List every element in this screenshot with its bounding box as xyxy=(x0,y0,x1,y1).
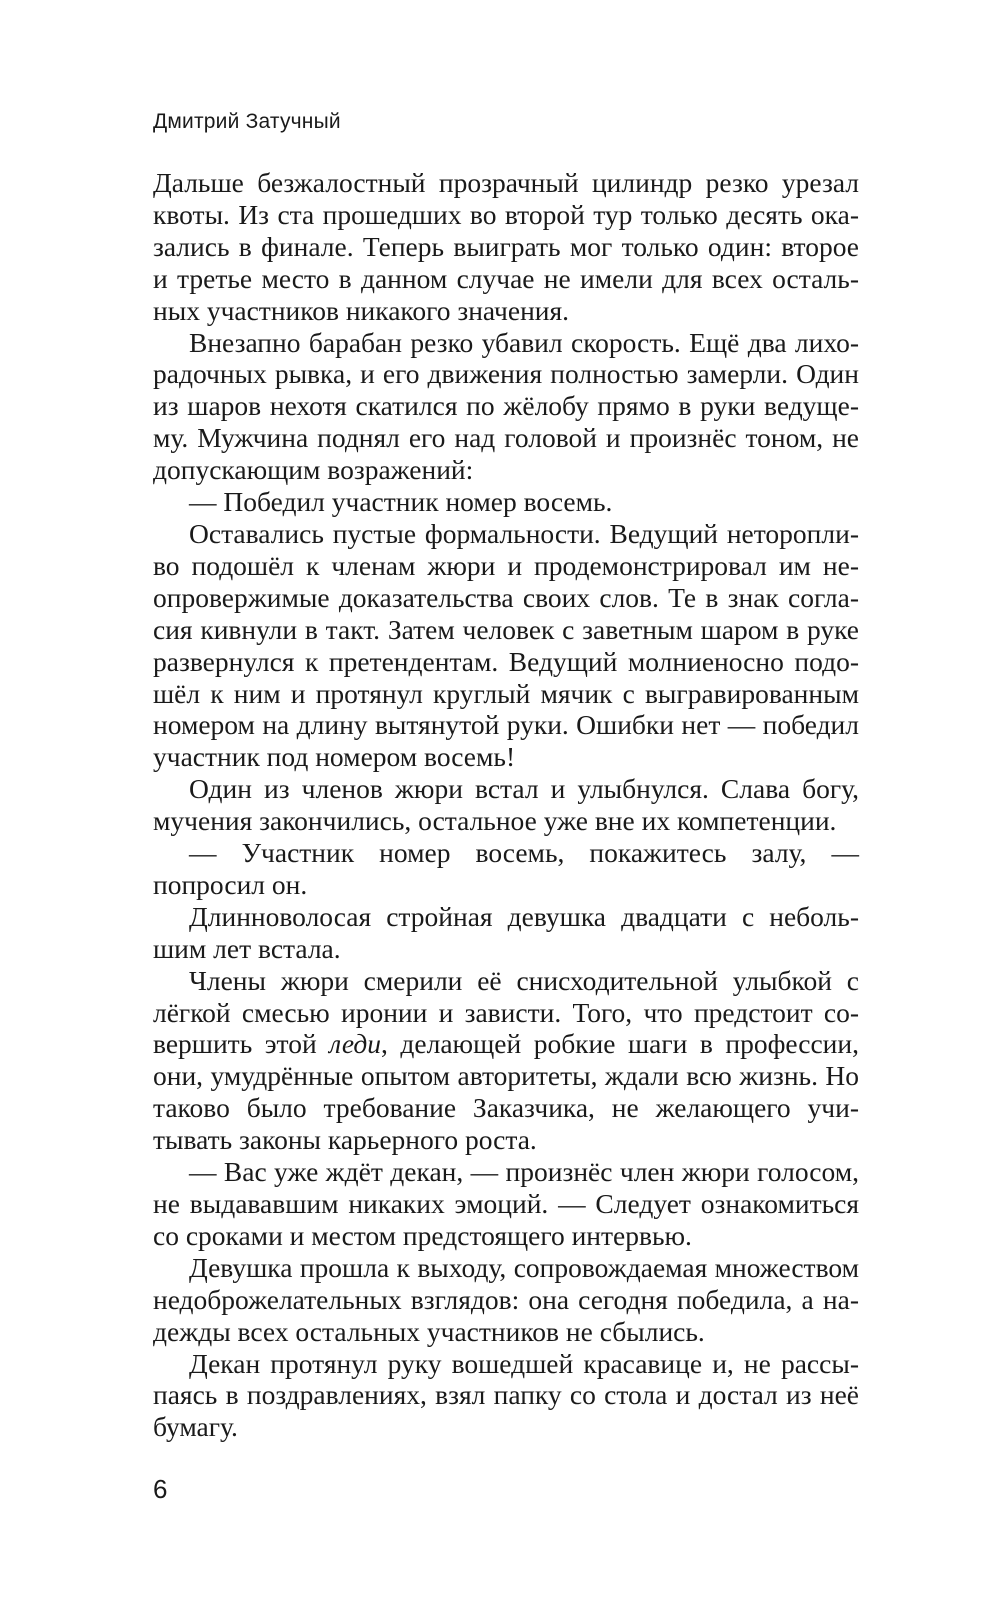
paragraph-text: , делающей робкие шаги в профессии, они, умудрённые опытом авторитеты, ждали всю жизнь. Но таково было требование Заказчика, не желающего учитывать законы карьерного роста. xyxy=(153,1028,859,1156)
page-number: 6 xyxy=(153,1474,168,1504)
paragraph-text: Члены жюри смерили её снисходительной улыбкой с лёгкой смесью иронии и зависти. Того, что предстоит совершить этой xyxy=(153,964,859,1060)
paragraph: Декан протянул руку вошедшей красавице и, не рассыпаясь в поздравлениях, взял папку со стола и достал из неё бумагу. xyxy=(153,1347,859,1443)
paragraph: Длинноволосая стройная девушка двадцати с небольшим лет встала. xyxy=(153,900,859,964)
paragraph: Девушка прошла к выходу, сопровождаемая множеством недоброжелательных взглядов: она сегодня победила, а надежды всех остальных участников не сбылись. xyxy=(153,1251,859,1347)
body-text xyxy=(153,167,859,1443)
dialogue-line: — Вас уже ждёт декан, — произнёс член жюри голосом, не выдававшим никаких эмоций. — Следует ознакомиться со сроками и местом предстоящего интервью. xyxy=(153,1156,859,1251)
dialogue-line: — Победил участник номер восемь. xyxy=(189,486,613,518)
paragraph: Один из членов жюри встал и улыбнулся. Слава богу, мучения закончились, остальное уже вне их компетенции. xyxy=(153,773,859,837)
paragraph-with-italic xyxy=(153,965,859,1156)
paragraph: Дальше безжалостный прозрачный цилиндр резко урезал квоты. Из ста прошедших во второй тур только десять оказались в финале. Теперь выиграть мог только один: второе и третье место в данном случае не имели для всех остальных участников никакого значения. xyxy=(153,167,859,326)
italic-word: леди xyxy=(329,1028,382,1060)
running-head-author: Дмитрий Затучный xyxy=(153,110,341,133)
paragraph: Внезапно барабан резко убавил скорость. Ещё два лихорадочных рывка, и его движения полностью замерли. Один из шаров нехотя скатился по жёлобу прямо в руки ведущему. Мужчина поднял его над головой и произнёс тоном, не допускающим возражений: xyxy=(153,326,859,486)
dialogue-line: — Участник номер восемь, покажитесь залу, — попросил он. xyxy=(153,837,859,900)
paragraph: Оставались пустые формальности. Ведущий неторопливо подошёл к членам жюри и продемонстрировал им неопровержимые доказательства своих слов. Те в знак согласия кивнули в такт. Затем человек с заветным шаром в руке развернулся к претендентам. Ведущий молниеносно подошёл к ним и протянул круглый мячик с выгравированным номером на длину вытянутой руки. Ошибки нет — победил участник под номером восемь! xyxy=(153,517,859,773)
